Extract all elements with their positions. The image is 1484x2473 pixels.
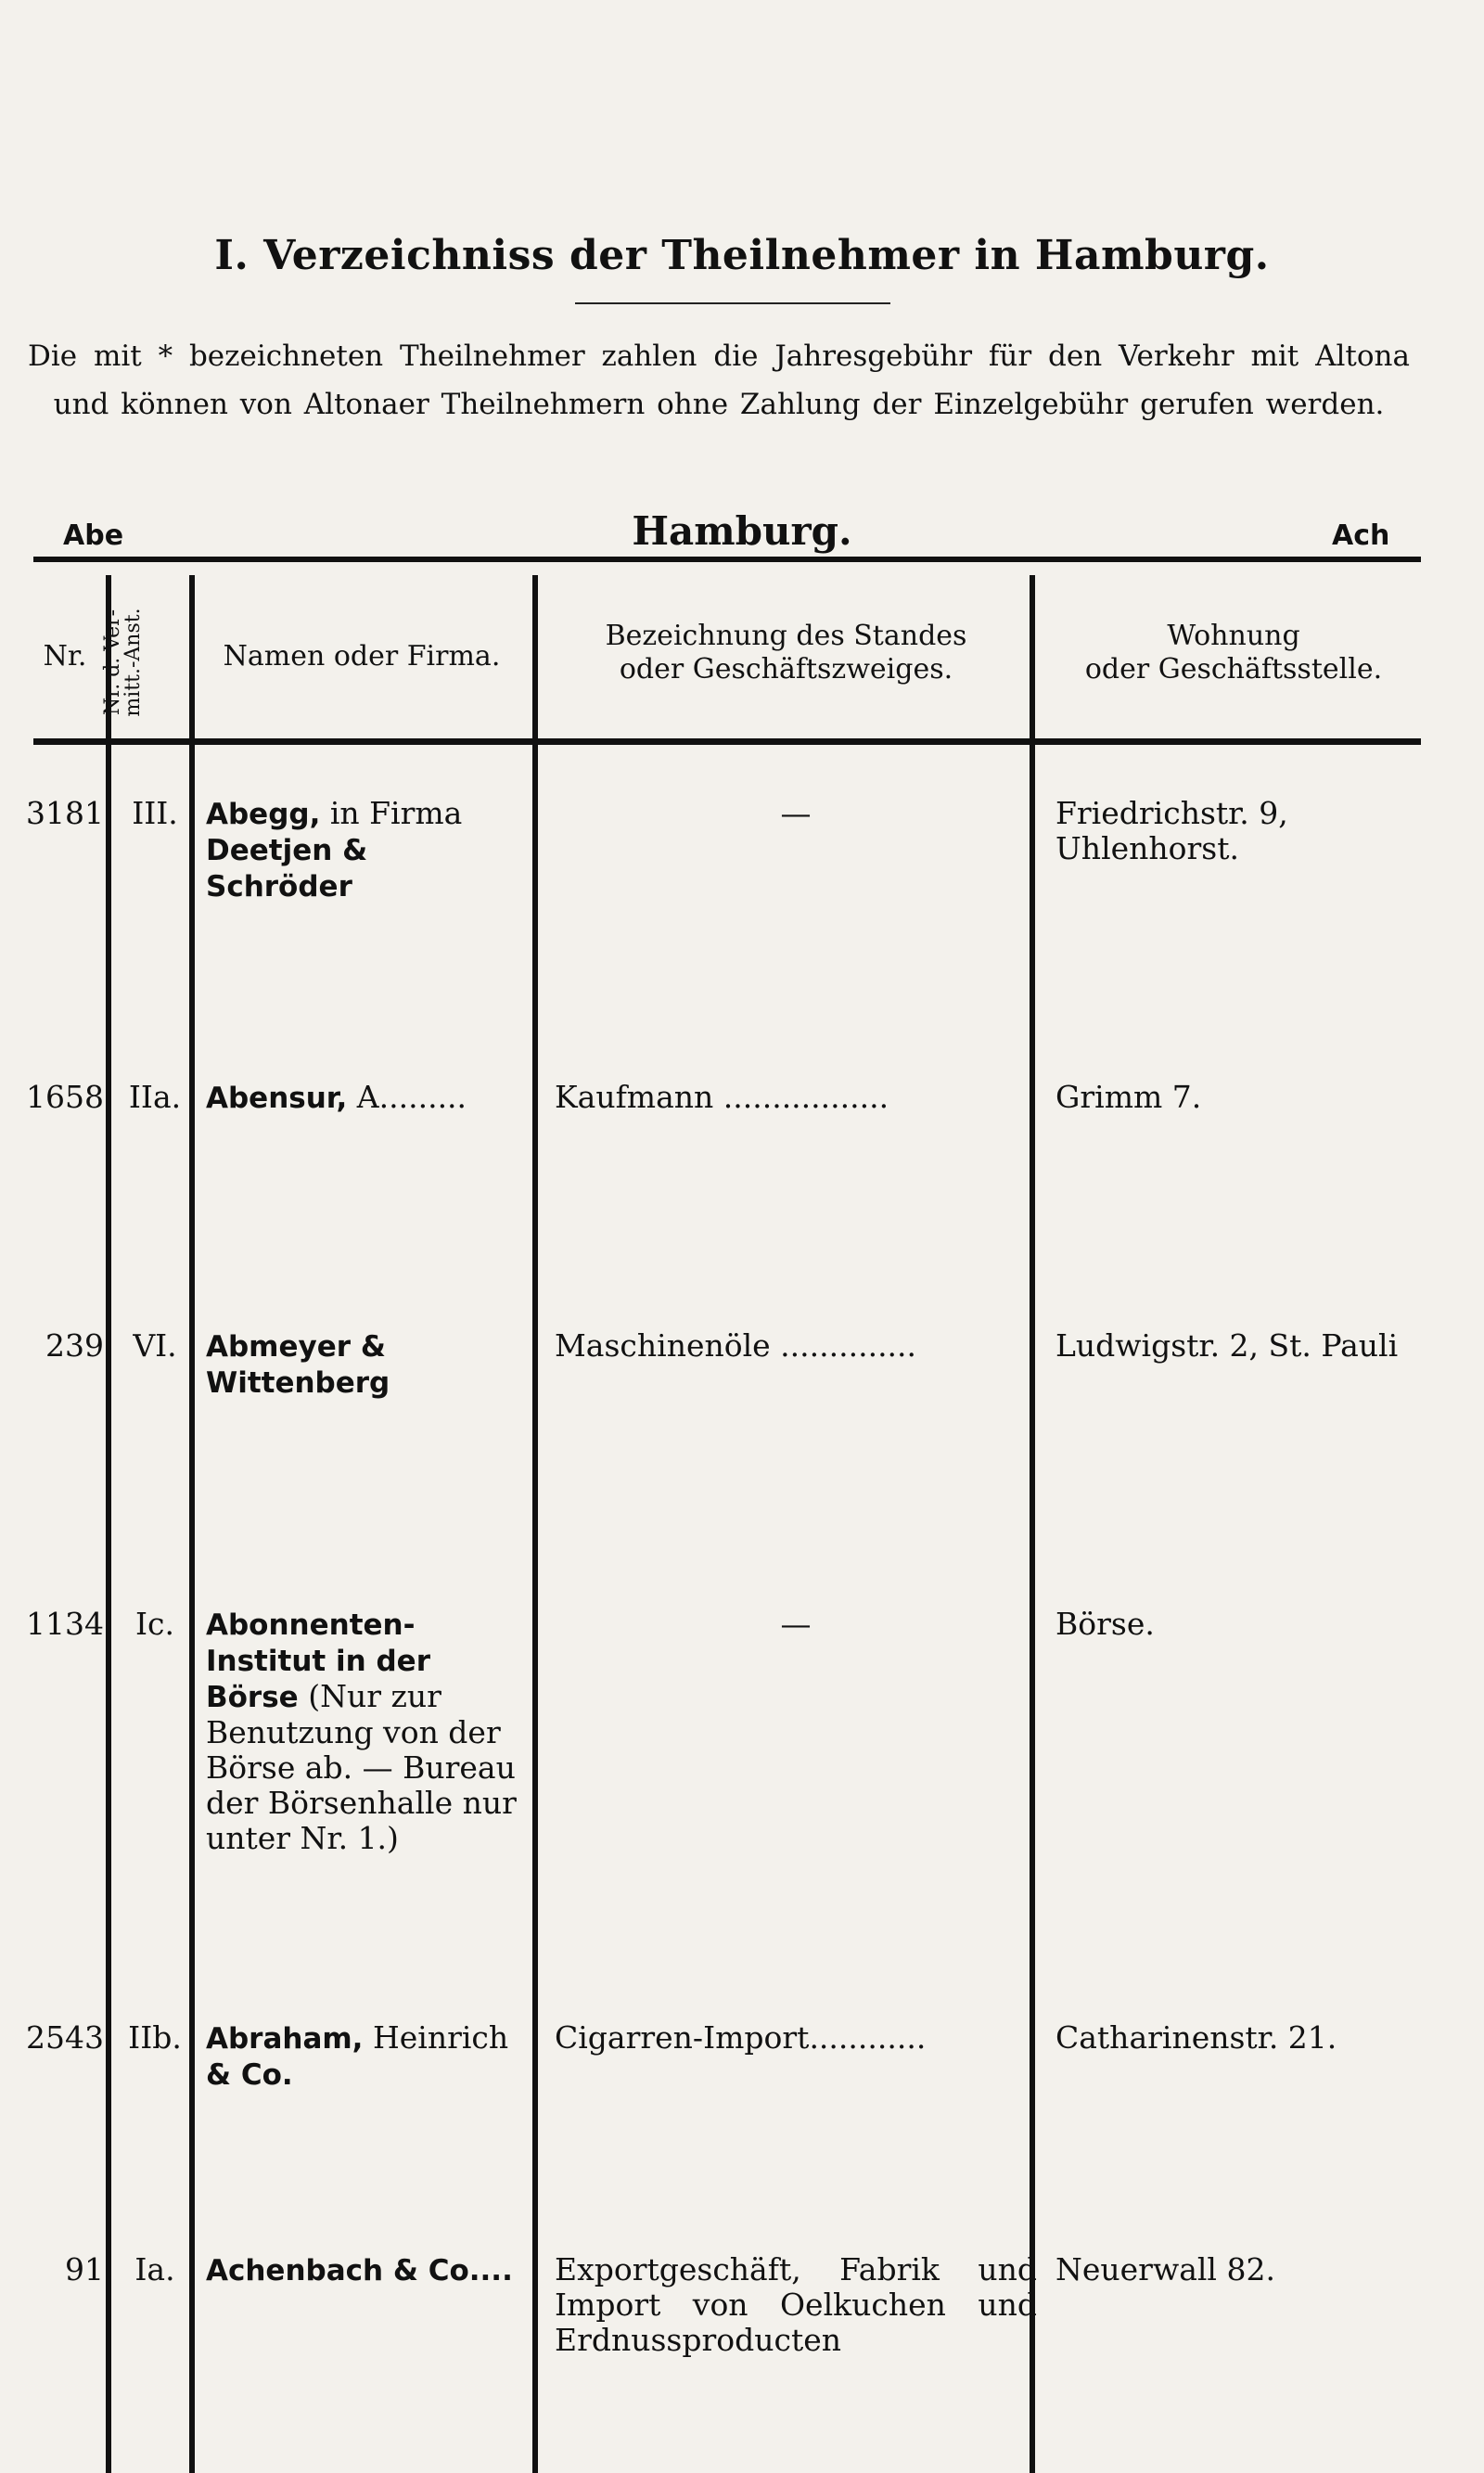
entry-verm: IIa.	[128, 1079, 182, 1115]
entry-name-rest: (Nur zur Benutzung von der Börse ab. — Bureau der Börsenhalle nur unter Nr. 1.)	[206, 1678, 517, 1856]
entry-name-bold: Abraham,	[206, 2022, 364, 2056]
column-divider-3	[532, 575, 538, 2473]
entry-name	[206, 796, 521, 904]
entry-name-bold: Achenbach & Co....	[206, 2254, 513, 2287]
running-head-right: Ach	[1332, 519, 1390, 552]
entry-verm: VI.	[133, 1327, 177, 1364]
column-header-wohnung-line2: oder Geschäftsstelle.	[1084, 653, 1383, 686]
entry-name-rest: in Firma	[320, 795, 463, 831]
column-divider-1	[106, 575, 111, 2473]
entry-nr: 2543	[26, 2019, 104, 2056]
entry-nr: 239	[45, 1327, 104, 1364]
entry-verm: Ia.	[134, 2251, 175, 2287]
column-divider-4	[1030, 575, 1035, 2473]
column-header-nr: Nr.	[43, 640, 87, 673]
column-divider-2	[189, 575, 195, 2473]
entry-name-bold2: Deetjen & Schröder	[206, 834, 368, 903]
entry-name	[206, 1607, 521, 1856]
entry-nr: 1658	[26, 1079, 104, 1115]
entry-name	[206, 1080, 521, 1116]
entry-verm: Ic.	[134, 1606, 174, 1642]
column-header-stand	[543, 620, 1030, 686]
entry-wohnung: Börse.	[1055, 1606, 1155, 1642]
entry-wohnung: Friedrichstr. 9, Uhlenhorst.	[1055, 795, 1288, 866]
entry-stand: —	[780, 1606, 812, 1642]
title-rule	[575, 302, 890, 304]
table-top-rule	[33, 557, 1421, 562]
page-title: I. Verzeichniss der Theilnehmer in Hamburg.	[214, 232, 1270, 279]
entry-stand: Kaufmann .................	[555, 1079, 889, 1115]
entry-name	[206, 2020, 521, 2093]
entry-name-rest: Heinrich	[363, 2019, 509, 2056]
entry-wohnung: Ludwigstr. 2, St. Pauli	[1055, 1327, 1399, 1364]
entry-wohnung: Neuerwall 82.	[1055, 2251, 1275, 2287]
column-header-wohnung	[1039, 620, 1428, 686]
intro-paragraph: Die mit * bezeichneten Theilnehmer zahlen die Jahresgebühr für den Verkehr mit Altona und können von Altonaer Theilnehmern ohne Zahlung der Einzelgebühr gerufen werden.	[28, 340, 1410, 421]
running-head-left: Abe	[63, 519, 124, 552]
column-header-wohnung-line1: Wohnung	[1167, 620, 1300, 652]
entry-name	[206, 1328, 521, 1401]
entry-stand: Maschinenöle ..............	[555, 1327, 917, 1364]
column-header-name: Namen oder Firma.	[223, 640, 501, 673]
running-head-center: Hamburg.	[632, 508, 852, 554]
entry-nr: 3181	[26, 795, 104, 831]
entry-name-bold: Abonnenten-Institut in der Börse	[206, 1608, 430, 1714]
entry-nr: 91	[65, 2251, 104, 2287]
entry-stand: Exportgeschäft, Fabrik und Import von Oelkuchen und Erdnussproducten	[555, 2251, 1037, 2358]
entry-name-bold: Abensur,	[206, 1082, 348, 1115]
column-header-verm-text: Nr. d. Ver-mitt.-Anst.	[101, 608, 145, 717]
entry-verm: IIb.	[128, 2019, 182, 2056]
entry-name-bold: Abegg,	[206, 798, 321, 831]
table-header-rule	[33, 738, 1421, 745]
entry-stand: —	[780, 795, 812, 831]
entry-stand: Cigarren-Import............	[555, 2019, 927, 2056]
column-header-stand-line2: oder Geschäftszweiges.	[619, 653, 953, 686]
entry-wohnung: Catharinenstr. 21.	[1055, 2019, 1337, 2056]
entry-wohnung: Grimm 7.	[1055, 1079, 1202, 1115]
entry-name	[206, 2252, 521, 2288]
entry-nr: 1134	[26, 1606, 104, 1642]
entry-name-bold: Abmeyer & Wittenberg	[206, 1330, 390, 1400]
entry-verm: III.	[132, 795, 178, 831]
entry-name-rest: A.........	[347, 1079, 467, 1115]
column-header-stand-line1: Bezeichnung des Standes	[605, 620, 967, 652]
entry-name-bold2: & Co.	[206, 2058, 293, 2092]
